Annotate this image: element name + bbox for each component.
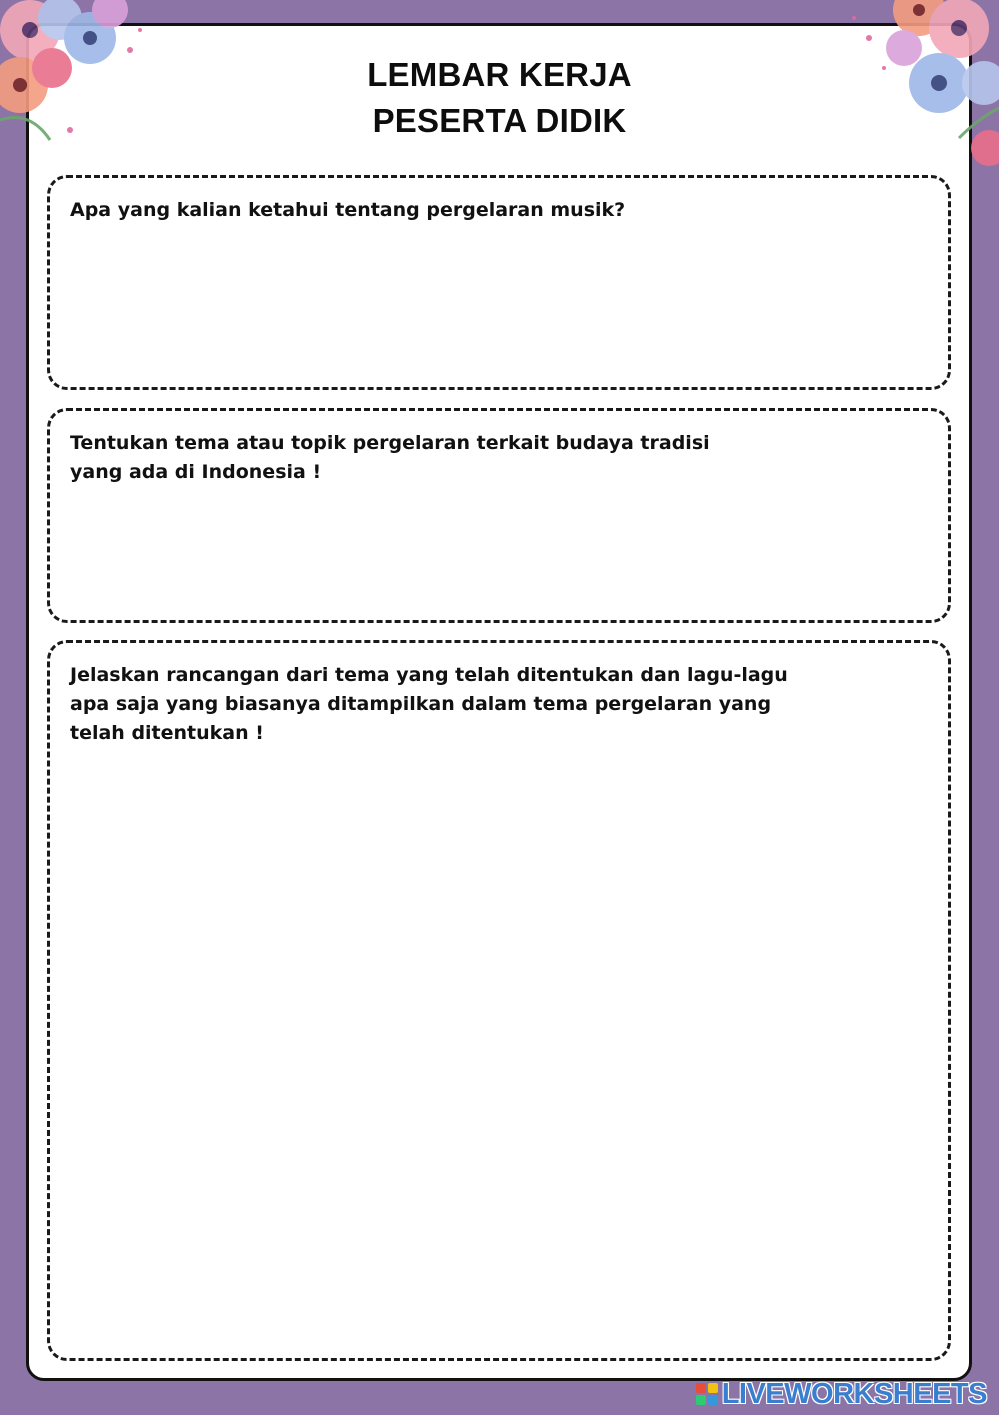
answer-field-2[interactable] bbox=[70, 501, 928, 602]
question-prompt-1: Apa yang kalian ketahui tentang pergelaran musik? bbox=[70, 199, 626, 221]
logo-tiles-icon bbox=[696, 1383, 718, 1405]
page-title bbox=[0, 52, 999, 144]
title-line-1: LEMBAR KERJA bbox=[367, 56, 632, 93]
answer-field-1[interactable] bbox=[70, 238, 928, 369]
question-box-1 bbox=[47, 175, 951, 390]
answer-field-3[interactable] bbox=[70, 763, 928, 1340]
question-prompt-3: Jelaskan rancangan dari tema yang telah ditentukan dan lagu-lagu apa saja yang biasanya ditampilkan dalam tema pergelaran yang telah ditentukan ! bbox=[70, 664, 788, 744]
question-prompt-2: Tentukan tema atau topik pergelaran terkait budaya tradisi yang ada di Indonesia ! bbox=[70, 432, 710, 483]
logo-text: LIVEWORKSHEETS bbox=[721, 1377, 987, 1410]
question-box-2 bbox=[47, 408, 951, 623]
liveworksheets-logo[interactable] bbox=[696, 1379, 987, 1409]
title-line-2: PESERTA DIDIK bbox=[372, 102, 627, 139]
question-box-3 bbox=[47, 640, 951, 1361]
